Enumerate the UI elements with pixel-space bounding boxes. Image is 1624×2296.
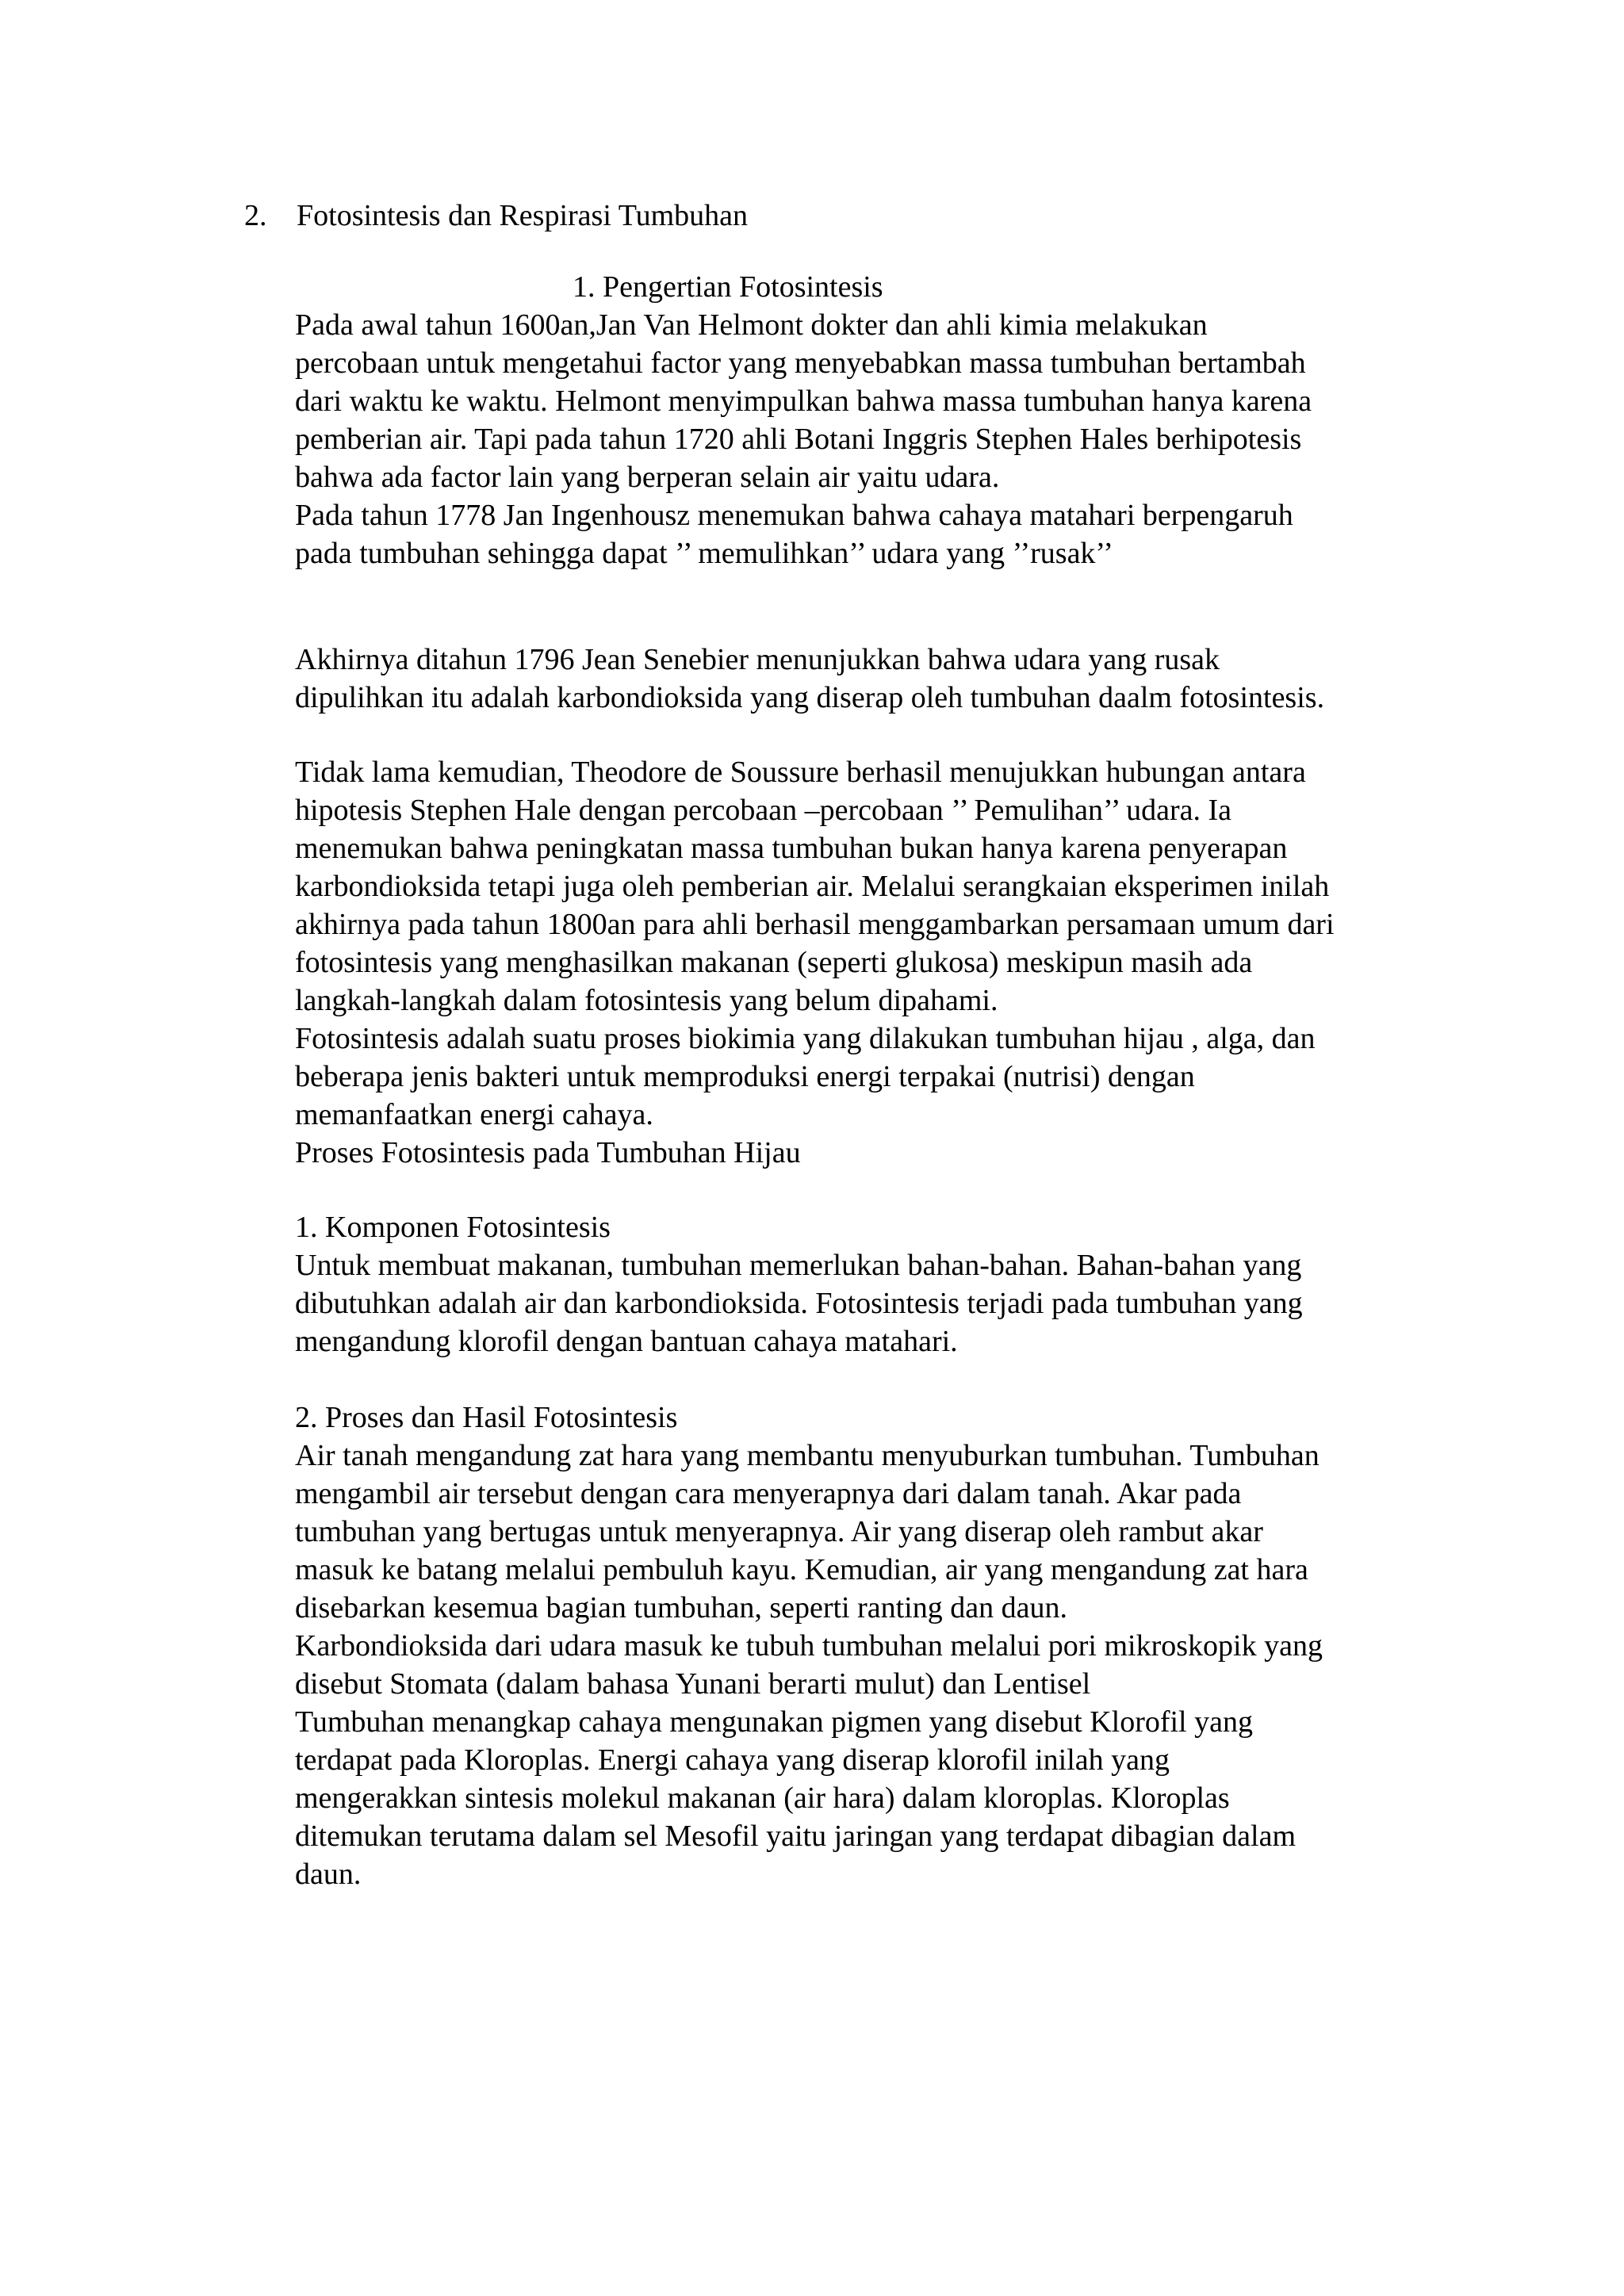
text-line: beberapa jenis bakteri untuk memproduksi energi terpakai (nutrisi) dengan [295, 1060, 1195, 1093]
text-line: dari waktu ke waktu. Helmont menyimpulkan bahwa massa tumbuhan hanya karena [295, 385, 1312, 418]
text-line: mengerakkan sintesis molekul makanan (air hara) dalam kloroplas. Kloroplas [295, 1781, 1230, 1815]
paragraph-soussure [295, 753, 1335, 1172]
subsection-heading: 1. Pengertian Fotosintesis [573, 270, 883, 304]
text-line: ditemukan terutama dalam sel Mesofil yaitu jaringan yang terdapat dibagian dalam [295, 1820, 1297, 1853]
paragraph-senebier [295, 641, 1324, 717]
text-line: daun. [295, 1858, 362, 1891]
text-line: 1. Komponen Fotosintesis [295, 1211, 611, 1244]
text-line: Pada awal tahun 1600an,Jan Van Helmont dokter dan ahli kimia melakukan [295, 308, 1208, 342]
text-line: akhirnya pada tahun 1800an para ahli berhasil menggambarkan persamaan umum dari [295, 908, 1335, 941]
text-line: Pada tahun 1778 Jan Ingenhousz menemukan bahwa cahaya matahari berpengaruh [295, 499, 1293, 532]
text-line: karbondioksida tetapi juga oleh pemberian air. Melalui serangkaian eksperimen inilah [295, 870, 1330, 903]
paragraph-history-1 [295, 306, 1312, 572]
text-line: pada tumbuhan sehingga dapat ’’ memulihkan’’ udara yang ’’rusak’’ [295, 537, 1113, 570]
paragraph-proses [295, 1399, 1323, 1893]
text-line: langkah-langkah dalam fotosintesis yang belum dipahami. [295, 984, 998, 1017]
text-line: tumbuhan yang bertugas untuk menyerapnya. Air yang diserap oleh rambut akar [295, 1515, 1263, 1548]
text-line: Akhirnya ditahun 1796 Jean Senebier menunjukkan bahwa udara yang rusak [295, 643, 1220, 676]
text-line: Fotosintesis adalah suatu proses biokimia yang dilakukan tumbuhan hijau , alga, dan [295, 1022, 1316, 1055]
text-line: bahwa ada factor lain yang berperan selain air yaitu udara. [295, 461, 1000, 494]
text-line: 2. Proses dan Hasil Fotosintesis [295, 1401, 678, 1434]
text-line: menemukan bahwa peningkatan massa tumbuhan bukan hanya karena penyerapan [295, 832, 1288, 865]
text-line: fotosintesis yang menghasilkan makanan (seperti glukosa) meskipun masih ada [295, 946, 1253, 979]
paragraph-komponen [295, 1208, 1303, 1360]
text-line: dibutuhkan adalah air dan karbondioksida. Fotosintesis terjadi pada tumbuhan yang [295, 1287, 1303, 1320]
text-line: hipotesis Stephen Hale dengan percobaan –percobaan ’’ Pemulihan’’ udara. Ia [295, 794, 1232, 827]
text-line: pemberian air. Tapi pada tahun 1720 ahli Botani Inggris Stephen Hales berhipotesis [295, 423, 1302, 456]
text-line: percobaan untuk mengetahui factor yang menyebabkan massa tumbuhan bertambah [295, 346, 1306, 380]
text-line: Air tanah mengandung zat hara yang membantu menyuburkan tumbuhan. Tumbuhan [295, 1439, 1320, 1472]
section-number: 2. [244, 199, 267, 232]
text-line: Tidak lama kemudian, Theodore de Soussure berhasil menujukkan hubungan antara [295, 756, 1306, 789]
text-line: mengambil air tersebut dengan cara menyerapnya dari dalam tanah. Akar pada [295, 1477, 1242, 1510]
text-line: Untuk membuat makanan, tumbuhan memerlukan bahan-bahan. Bahan-bahan yang [295, 1249, 1302, 1282]
text-line: disebarkan kesemua bagian tumbuhan, seperti ranting dan daun. [295, 1591, 1067, 1624]
text-line: memanfaatkan energi cahaya. [295, 1098, 653, 1131]
text-line: Karbondioksida dari udara masuk ke tubuh tumbuhan melalui pori mikroskopik yang [295, 1629, 1323, 1663]
text-line: mengandung klorofil dengan bantuan cahaya matahari. [295, 1325, 958, 1358]
text-line: Proses Fotosintesis pada Tumbuhan Hijau [295, 1136, 801, 1169]
text-line: masuk ke batang melalui pembuluh kayu. Kemudian, air yang mengandung zat hara [295, 1553, 1308, 1586]
text-line: Tumbuhan menangkap cahaya mengunakan pigmen yang disebut Klorofil yang [295, 1705, 1253, 1739]
section-heading [244, 197, 748, 235]
text-line: dipulihkan itu adalah karbondioksida yang diserap oleh tumbuhan daalm fotosintesis. [295, 681, 1325, 714]
section-title: Fotosintesis dan Respirasi Tumbuhan [297, 199, 748, 232]
text-line: disebut Stomata (dalam bahasa Yunani berarti mulut) dan Lentisel [295, 1667, 1091, 1701]
text-line: terdapat pada Kloroplas. Energi cahaya yang diserap klorofil inilah yang [295, 1743, 1170, 1777]
